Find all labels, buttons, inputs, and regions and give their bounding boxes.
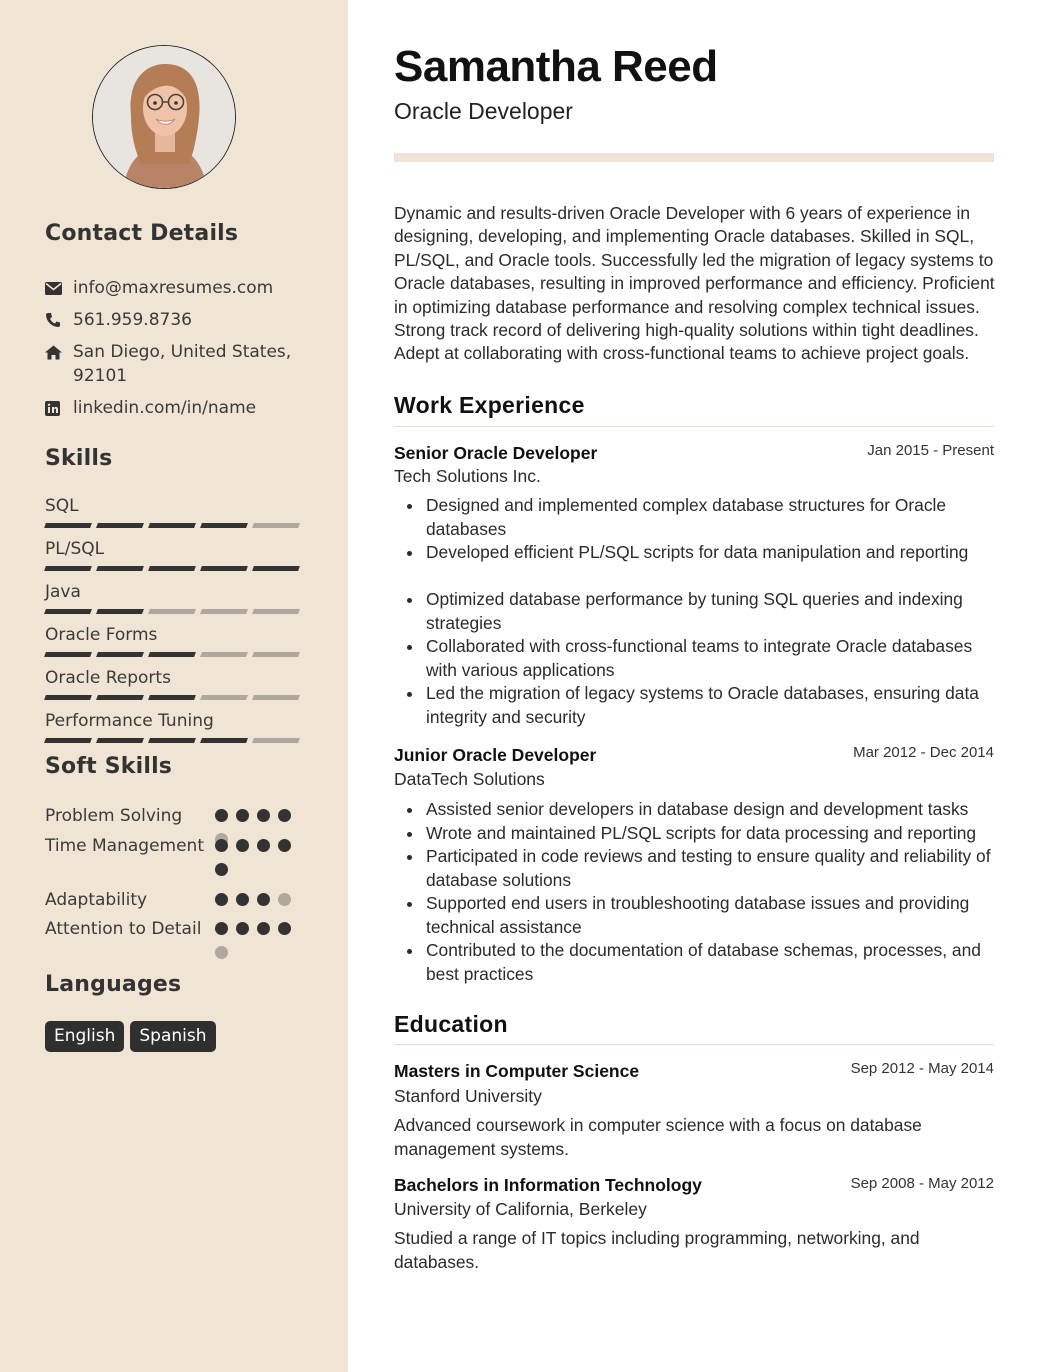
education-heading: Education [394, 1011, 508, 1037]
list-item: Participated in code reviews and testing to ensure quality and reliability of database solutions [394, 845, 994, 892]
rating-dot-filled [236, 922, 249, 935]
header-divider [394, 153, 994, 162]
job-company: DataTech Solutions [394, 769, 545, 789]
languages-heading: Languages [45, 972, 182, 997]
degree-title: Masters in Computer Science [394, 1061, 640, 1081]
skill-segment-filled [96, 652, 144, 657]
skill-name: Oracle Reports [45, 668, 171, 688]
profile-photo-illustration [93, 46, 236, 189]
skills-heading: Skills [45, 446, 113, 471]
skill-segment-empty [252, 695, 300, 700]
contact-linkedin-text: linkedin.com/in/name [73, 398, 257, 418]
skill-row [45, 667, 303, 710]
skill-name: Oracle Forms [45, 625, 158, 645]
skill-row [45, 538, 303, 581]
home-icon [45, 340, 73, 364]
skill-segment-filled [44, 695, 92, 700]
list-item: Wrote and maintained PL/SQL scripts for data processing and reporting [394, 822, 994, 846]
list-item: Assisted senior developers in database design and development tasks [394, 798, 994, 822]
rating-dot-filled [278, 839, 291, 852]
contact-address-text: San Diego, United States, 92101 [73, 342, 292, 386]
skill-segment-filled [200, 566, 248, 571]
job-bullets [394, 798, 994, 986]
job-bullets [394, 494, 994, 729]
rating-dot-filled [257, 809, 270, 822]
skill-name: PL/SQL [45, 539, 105, 559]
section-divider [394, 1044, 994, 1045]
rating-dot-filled [257, 922, 270, 935]
rating-dot-filled [257, 839, 270, 852]
skill-segment-filled [200, 523, 248, 528]
skill-segment-filled [148, 738, 196, 743]
degree-school: Stanford University [394, 1086, 542, 1106]
job-title: Junior Oracle Developer [394, 745, 597, 765]
contact-list [45, 276, 315, 428]
skill-segment-empty [148, 609, 196, 614]
contact-phone-text: 561.959.8736 [73, 310, 192, 330]
soft-skill-name: Adaptability [45, 890, 148, 910]
job-dates: Mar 2012 - Dec 2014 [853, 744, 994, 761]
rating-dot-filled [236, 893, 249, 906]
skill-segment-empty [252, 609, 300, 614]
contact-heading: Contact Details [45, 221, 239, 246]
contact-email[interactable] [45, 276, 315, 300]
contact-linkedin[interactable] [45, 396, 315, 420]
skill-segment-filled [44, 738, 92, 743]
degree-school: University of California, Berkeley [394, 1199, 647, 1219]
rating-dot-filled [236, 809, 249, 822]
profile-photo [92, 45, 236, 189]
rating-dot-filled [215, 839, 228, 852]
degree-dates: Sep 2008 - May 2012 [850, 1175, 994, 1192]
skill-row [45, 581, 303, 624]
skill-segment-filled [44, 652, 92, 657]
list-item: Designed and implemented complex database structures for Oracle databases [394, 494, 994, 541]
skill-name: SQL [45, 496, 79, 516]
rating-dot-filled [215, 863, 228, 876]
rating-dot-filled [278, 922, 291, 935]
languages-list [45, 1021, 216, 1052]
contact-phone[interactable] [45, 308, 315, 332]
skill-segment-filled [200, 738, 248, 743]
rating-dot-filled [215, 893, 228, 906]
skill-segment-filled [96, 566, 144, 571]
skill-segment-empty [200, 695, 248, 700]
linkedin-icon [45, 396, 73, 420]
skill-row [45, 710, 303, 753]
skills-list [45, 495, 303, 753]
list-item: Contributed to the documentation of database schemas, processes, and best practices [394, 939, 994, 986]
skill-level-bar [45, 695, 303, 700]
degree-description: Studied a range of IT topics including programming, networking, and databases. [394, 1228, 920, 1272]
skill-level-bar [45, 566, 303, 571]
list-item: Supported end users in troubleshooting database issues and providing technical assistance [394, 892, 994, 939]
sidebar [0, 0, 348, 1372]
phone-icon [45, 308, 73, 332]
skill-segment-filled [148, 566, 196, 571]
skill-segment-filled [44, 523, 92, 528]
rating-dot-empty [215, 946, 228, 959]
skill-segment-filled [96, 695, 144, 700]
job-title: Senior Oracle Developer [394, 443, 598, 463]
list-item: Developed efficient PL/SQL scripts for data manipulation and reporting [394, 541, 994, 565]
skill-segment-filled [96, 523, 144, 528]
soft-skill-name: Problem Solving [45, 806, 183, 826]
language-badge: English [45, 1021, 124, 1052]
skill-segment-filled [96, 609, 144, 614]
skill-name: Performance Tuning [45, 711, 214, 731]
soft-skill-name: Time Management [45, 836, 204, 856]
candidate-name: Samantha Reed [394, 42, 718, 91]
rating-dot-empty [278, 893, 291, 906]
language-badge: Spanish [130, 1021, 215, 1052]
rating-dot-filled [278, 809, 291, 822]
skill-segment-filled [252, 566, 300, 571]
list-item: Led the migration of legacy systems to Oracle databases, ensuring data integrity and security [394, 682, 994, 729]
skill-segment-empty [252, 652, 300, 657]
skill-segment-filled [148, 652, 196, 657]
skill-segment-filled [148, 523, 196, 528]
skill-level-bar [45, 523, 303, 528]
work-experience-heading: Work Experience [394, 392, 585, 418]
contact-email-text: info@maxresumes.com [73, 278, 274, 298]
degree-description: Advanced coursework in computer science with a focus on database management systems. [394, 1115, 922, 1159]
contact-address [45, 340, 315, 388]
section-divider [394, 426, 994, 427]
skill-level-bar [45, 609, 303, 614]
job-company: Tech Solutions Inc. [394, 466, 541, 486]
skill-segment-empty [252, 523, 300, 528]
skill-row [45, 624, 303, 667]
skill-segment-filled [44, 566, 92, 571]
skill-name: Java [45, 582, 81, 602]
rating-dot-filled [236, 839, 249, 852]
skill-segment-empty [200, 609, 248, 614]
list-item: Collaborated with cross-functional teams to integrate Oracle databases with various applications [394, 635, 994, 682]
rating-dot-filled [215, 922, 228, 935]
skill-segment-empty [252, 738, 300, 743]
envelope-icon [45, 276, 73, 300]
degree-title: Bachelors in Information Technology [394, 1175, 702, 1195]
soft-skill-name: Attention to Detail [45, 919, 202, 939]
skill-segment-filled [148, 695, 196, 700]
list-item: Optimized database performance by tuning SQL queries and indexing strategies [394, 588, 994, 635]
soft-skills-heading: Soft Skills [45, 754, 173, 779]
job-dates: Jan 2015 - Present [867, 442, 994, 459]
skill-level-bar [45, 652, 303, 657]
rating-dot-filled [215, 809, 228, 822]
summary-text: Dynamic and results-driven Oracle Developer with 6 years of experience in designing, developing, and implementing Oracle databases. Skilled in SQL, PL/SQL, and Oracle tools. Successfully led the migration of legacy systems to Oracle databases, resulting in improved performance and efficiency. Proficient in optimizing database performance and resolving complex technical issues. Strong track record of delivering high-quality solutions within tight deadlines. Adept at collaborating with cross-functional teams to achieve project goals. [394, 203, 995, 364]
degree-dates: Sep 2012 - May 2014 [850, 1060, 994, 1077]
skill-segment-empty [200, 652, 248, 657]
skill-row [45, 495, 303, 538]
skill-level-bar [45, 738, 303, 743]
skill-segment-filled [44, 609, 92, 614]
candidate-role: Oracle Developer [394, 98, 573, 124]
skill-segment-filled [96, 738, 144, 743]
rating-dot-filled [257, 893, 270, 906]
